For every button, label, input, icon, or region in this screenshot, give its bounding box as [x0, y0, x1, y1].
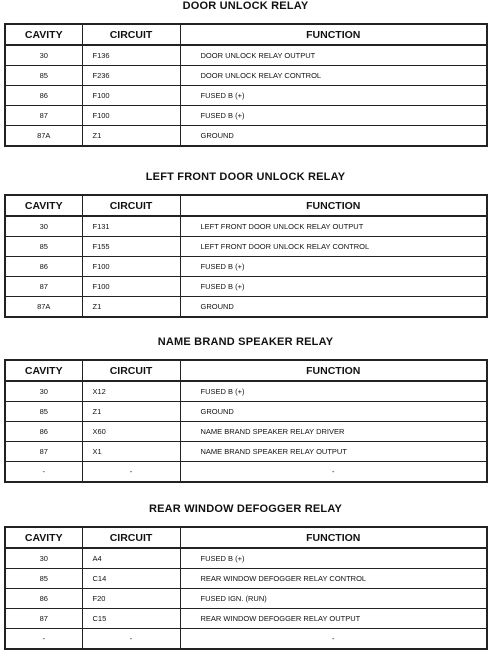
table-header-row [5, 24, 487, 45]
function-cell: LEFT FRONT DOOR UNLOCK RELAY OUTPUT [180, 216, 487, 237]
cavity-cell: 86 [5, 589, 82, 609]
circuit-cell: A4 [82, 548, 180, 569]
relay-pinout-table [4, 194, 488, 318]
cavity-cell: 87A [5, 297, 82, 318]
table-row [5, 402, 487, 422]
cavity-header: CAVITY [5, 527, 82, 548]
function-cell: FUSED B (+) [180, 257, 487, 277]
relay-pinout-table [4, 526, 488, 650]
function-cell: NAME BRAND SPEAKER RELAY DRIVER [180, 422, 487, 442]
relay-table-title: DOOR UNLOCK RELAY [182, 0, 309, 12]
cavity-cell: 85 [5, 569, 82, 589]
cavity-cell: 30 [5, 45, 82, 66]
circuit-cell: F100 [82, 86, 180, 106]
cavity-cell: 86 [5, 422, 82, 442]
table-row [5, 609, 487, 629]
function-cell: FUSED B (+) [180, 548, 487, 569]
cavity-cell: 86 [5, 86, 82, 106]
circuit-cell: X1 [82, 442, 180, 462]
table-row [5, 569, 487, 589]
function-header: FUNCTION [180, 527, 487, 548]
table-row [5, 106, 487, 126]
circuit-cell: - [82, 629, 180, 650]
circuit-cell: C15 [82, 609, 180, 629]
table-row [5, 548, 487, 569]
circuit-cell: F100 [82, 106, 180, 126]
circuit-cell: F131 [82, 216, 180, 237]
function-cell: FUSED B (+) [180, 277, 487, 297]
cavity-cell: 87A [5, 126, 82, 147]
cavity-cell: 87 [5, 277, 82, 297]
function-cell: REAR WINDOW DEFOGGER RELAY OUTPUT [180, 609, 487, 629]
table-row [5, 442, 487, 462]
function-cell: REAR WINDOW DEFOGGER RELAY CONTROL [180, 569, 487, 589]
table-row [5, 629, 487, 650]
circuit-header: CIRCUIT [82, 195, 180, 216]
table-row [5, 297, 487, 318]
function-cell: LEFT FRONT DOOR UNLOCK RELAY CONTROL [180, 237, 487, 257]
table-row [5, 462, 487, 483]
table-row [5, 381, 487, 402]
cavity-header: CAVITY [5, 24, 82, 45]
cavity-cell: 85 [5, 66, 82, 86]
circuit-cell: F136 [82, 45, 180, 66]
relay-table-title: REAR WINDOW DEFOGGER RELAY [148, 503, 343, 515]
cavity-cell: 30 [5, 548, 82, 569]
table-row [5, 589, 487, 609]
cavity-cell: 87 [5, 442, 82, 462]
cavity-cell: 85 [5, 237, 82, 257]
function-cell: DOOR UNLOCK RELAY OUTPUT [180, 45, 487, 66]
function-header: FUNCTION [180, 360, 487, 381]
function-cell: DOOR UNLOCK RELAY CONTROL [180, 66, 487, 86]
circuit-cell: C14 [82, 569, 180, 589]
function-cell: - [180, 462, 487, 483]
function-cell: FUSED B (+) [180, 106, 487, 126]
cavity-cell: 86 [5, 257, 82, 277]
circuit-cell: F155 [82, 237, 180, 257]
function-header: FUNCTION [180, 24, 487, 45]
table-row [5, 277, 487, 297]
function-cell: - [180, 629, 487, 650]
table-row [5, 126, 487, 147]
circuit-cell: Z1 [82, 126, 180, 147]
cavity-cell: 87 [5, 106, 82, 126]
table-row [5, 237, 487, 257]
relay-pinout-table [4, 23, 488, 147]
function-cell: GROUND [180, 126, 487, 147]
circuit-cell: Z1 [82, 402, 180, 422]
cavity-cell: 87 [5, 609, 82, 629]
cavity-header: CAVITY [5, 360, 82, 381]
circuit-cell: F100 [82, 277, 180, 297]
cavity-cell: 30 [5, 381, 82, 402]
relay-table-title: NAME BRAND SPEAKER RELAY [157, 336, 334, 348]
function-cell: FUSED B (+) [180, 86, 487, 106]
circuit-header: CIRCUIT [82, 360, 180, 381]
circuit-header: CIRCUIT [82, 24, 180, 45]
table-row [5, 45, 487, 66]
relay-pinout-table [4, 359, 488, 483]
function-cell: NAME BRAND SPEAKER RELAY OUTPUT [180, 442, 487, 462]
circuit-cell: F100 [82, 257, 180, 277]
function-header: FUNCTION [180, 195, 487, 216]
relay-table-title: LEFT FRONT DOOR UNLOCK RELAY [145, 171, 346, 183]
cavity-cell: 30 [5, 216, 82, 237]
circuit-cell: X60 [82, 422, 180, 442]
table-header-row [5, 360, 487, 381]
table-row [5, 86, 487, 106]
cavity-header: CAVITY [5, 195, 82, 216]
table-row [5, 257, 487, 277]
table-row [5, 422, 487, 442]
circuit-cell: F20 [82, 589, 180, 609]
table-row [5, 66, 487, 86]
circuit-cell: - [82, 462, 180, 483]
circuit-cell: X12 [82, 381, 180, 402]
function-cell: GROUND [180, 402, 487, 422]
circuit-cell: Z1 [82, 297, 180, 318]
circuit-header: CIRCUIT [82, 527, 180, 548]
function-cell: GROUND [180, 297, 487, 318]
circuit-cell: F236 [82, 66, 180, 86]
cavity-cell: - [5, 462, 82, 483]
function-cell: FUSED IGN. (RUN) [180, 589, 487, 609]
cavity-cell: - [5, 629, 82, 650]
table-header-row [5, 195, 487, 216]
table-row [5, 216, 487, 237]
cavity-cell: 85 [5, 402, 82, 422]
table-header-row [5, 527, 487, 548]
function-cell: FUSED B (+) [180, 381, 487, 402]
